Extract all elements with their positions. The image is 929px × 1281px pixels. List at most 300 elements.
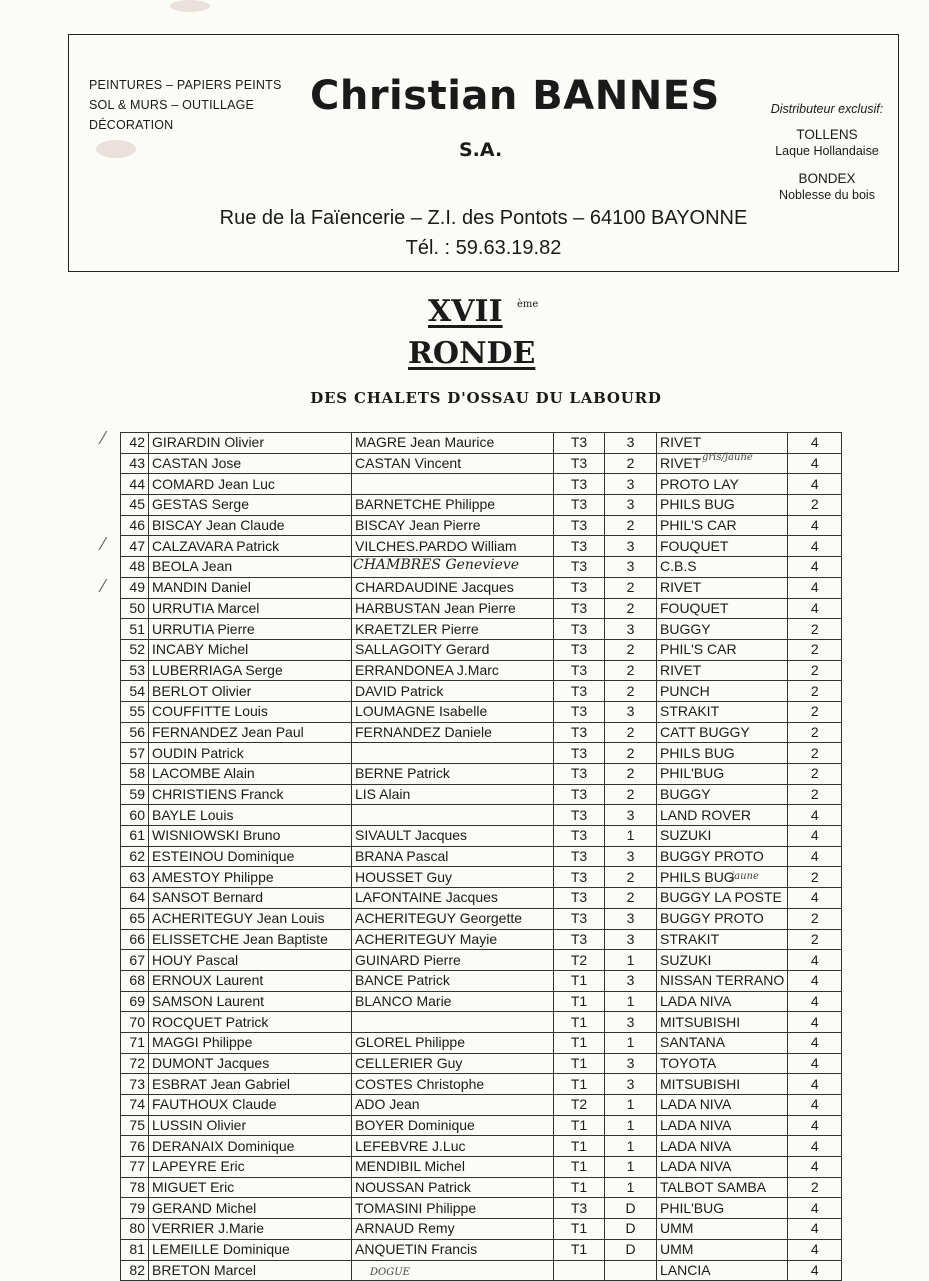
entry-number: 65	[121, 908, 149, 929]
driver-name: URRUTIA Pierre	[149, 619, 352, 640]
codriver-name: BISCAY Jean Pierre	[352, 515, 554, 536]
vehicle: BUGGY LA POSTE	[657, 888, 788, 909]
driver-name: ELISSETCHE Jean Baptiste	[149, 929, 352, 950]
category: T1	[554, 1177, 605, 1198]
vehicle: TOYOTA	[657, 1053, 788, 1074]
codriver-name: SALLAGOITY Gerard	[352, 639, 554, 660]
entry-number: 57	[121, 743, 149, 764]
vehicle: LADA NIVA	[657, 1115, 788, 1136]
driver-name: VERRIER J.Marie	[149, 1219, 352, 1240]
category: T1	[554, 1136, 605, 1157]
activity-line: PEINTURES – PAPIERS PEINTS	[89, 78, 282, 92]
address-block	[69, 203, 898, 263]
table-row	[121, 991, 842, 1012]
category: T3	[554, 433, 605, 454]
table-row	[121, 784, 842, 805]
category: T3	[554, 577, 605, 598]
codriver-name: COSTES Christophe	[352, 1074, 554, 1095]
table-row	[121, 826, 842, 847]
codriver-name: ADO Jean	[352, 1095, 554, 1116]
table-row	[121, 474, 842, 495]
points: 4	[788, 577, 842, 598]
driver-name: GERAND Michel	[149, 1198, 352, 1219]
class: 3	[605, 970, 657, 991]
entry-number: 60	[121, 805, 149, 826]
vehicle: UMM	[657, 1219, 788, 1240]
table-row	[121, 950, 842, 971]
codriver-name: ACHERITEGUY Mayie	[352, 929, 554, 950]
codriver-name: LIS Alain	[352, 784, 554, 805]
driver-name: GIRARDIN Olivier	[149, 433, 352, 454]
vehicle: LANCIA	[657, 1260, 788, 1281]
margin-tick: ⁄	[102, 534, 106, 554]
driver-name: LACOMBE Alain	[149, 764, 352, 785]
street-address: Rue de la Faïencerie – Z.I. des Pontots – 64100 BAYONNE	[219, 207, 748, 229]
driver-name: URRUTIA Marcel	[149, 598, 352, 619]
points: 4	[788, 1260, 842, 1281]
table-row	[121, 1012, 842, 1033]
vehicle: PHILS BUG	[657, 743, 788, 764]
category: T3	[554, 867, 605, 888]
driver-name: SAMSON Laurent	[149, 991, 352, 1012]
vehicle: LAND ROVER	[657, 805, 788, 826]
event-title: RONDE	[408, 336, 536, 371]
vehicle: PHILS BUG	[657, 867, 788, 888]
class: 1	[605, 1157, 657, 1178]
points: 4	[788, 1032, 842, 1053]
vehicle: RIVET	[657, 433, 788, 454]
table-row	[121, 495, 842, 516]
points: 4	[788, 1074, 842, 1095]
class: 1	[605, 826, 657, 847]
codriver-name: VILCHES.PARDO William	[352, 536, 554, 557]
vehicle: RIVET	[657, 660, 788, 681]
class: 2	[605, 681, 657, 702]
points: 2	[788, 722, 842, 743]
table-row	[121, 701, 842, 722]
entry-number: 82	[121, 1260, 149, 1281]
points: 4	[788, 991, 842, 1012]
entry-number: 74	[121, 1095, 149, 1116]
driver-name: CALZAVARA Patrick	[149, 536, 352, 557]
entry-number: 66	[121, 929, 149, 950]
points: 4	[788, 1157, 842, 1178]
class: 3	[605, 619, 657, 640]
entry-number: 58	[121, 764, 149, 785]
driver-name: MANDIN Daniel	[149, 577, 352, 598]
entry-number: 61	[121, 826, 149, 847]
driver-name: BEOLA Jean	[149, 557, 352, 578]
vehicle: BUGGY	[657, 784, 788, 805]
codriver-name: BERNE Patrick	[352, 764, 554, 785]
codriver-name: CHARDAUDINE Jacques	[352, 577, 554, 598]
vehicle: CATT BUGGY	[657, 722, 788, 743]
driver-name: AMESTOY Philippe	[149, 867, 352, 888]
category: T1	[554, 1239, 605, 1260]
entry-number: 43	[121, 453, 149, 474]
table-row	[121, 743, 842, 764]
class: 3	[605, 474, 657, 495]
points: 4	[788, 970, 842, 991]
table-row	[121, 1095, 842, 1116]
vehicle: RIVET	[657, 577, 788, 598]
codriver-name: CASTAN Vincent	[352, 453, 554, 474]
codriver-name: NOUSSAN Patrick	[352, 1177, 554, 1198]
points: 4	[788, 1219, 842, 1240]
vehicle: PHIL'BUG	[657, 764, 788, 785]
points: 4	[788, 846, 842, 867]
class: D	[605, 1239, 657, 1260]
distributor-label: Distributeur exclusif:	[770, 102, 884, 116]
points: 2	[788, 660, 842, 681]
table-row	[121, 639, 842, 660]
table-row	[121, 1136, 842, 1157]
entry-number: 45	[121, 495, 149, 516]
class: 2	[605, 577, 657, 598]
class: 2	[605, 784, 657, 805]
driver-name: MAGGI Philippe	[149, 1032, 352, 1053]
class: 3	[605, 908, 657, 929]
vehicle: SUZUKI	[657, 826, 788, 847]
points: 4	[788, 805, 842, 826]
table-row	[121, 722, 842, 743]
vehicle: LADA NIVA	[657, 1157, 788, 1178]
table-row	[121, 764, 842, 785]
category: T3	[554, 805, 605, 826]
category: T1	[554, 1032, 605, 1053]
points: 2	[788, 619, 842, 640]
codriver-name: LOUMAGNE Isabelle	[352, 701, 554, 722]
edition-suffix: ème	[517, 299, 539, 310]
points: 4	[788, 433, 842, 454]
entry-number: 50	[121, 598, 149, 619]
vehicle: LADA NIVA	[657, 1095, 788, 1116]
points: 2	[788, 764, 842, 785]
vehicle: BUGGY	[657, 619, 788, 640]
codriver-name: ACHERITEGUY Georgette	[352, 908, 554, 929]
table-row	[121, 1032, 842, 1053]
table-row	[121, 660, 842, 681]
driver-name: WISNIOWSKI Bruno	[149, 826, 352, 847]
table-row	[121, 846, 842, 867]
codriver-name: FERNANDEZ Daniele	[352, 722, 554, 743]
phone-number: Tél. : 59.63.19.82	[405, 237, 562, 259]
vehicle: PROTO LAY	[657, 474, 788, 495]
driver-name: ESTEINOU Dominique	[149, 846, 352, 867]
class: D	[605, 1219, 657, 1240]
class: D	[605, 1198, 657, 1219]
brand-tollens-desc: Laque Hollandaise	[775, 144, 879, 158]
points: 2	[788, 681, 842, 702]
vehicle: SANTANA	[657, 1032, 788, 1053]
codriver-name: BARNETCHE Philippe	[352, 495, 554, 516]
table-row	[121, 1260, 842, 1281]
class: 2	[605, 743, 657, 764]
driver-name: MIGUET Eric	[149, 1177, 352, 1198]
points: 4	[788, 888, 842, 909]
entry-number: 54	[121, 681, 149, 702]
table-row	[121, 1115, 842, 1136]
class: 1	[605, 1032, 657, 1053]
class: 1	[605, 1177, 657, 1198]
class: 3	[605, 805, 657, 826]
codriver-name	[352, 1012, 554, 1033]
points: 4	[788, 515, 842, 536]
entry-number: 73	[121, 1074, 149, 1095]
entry-number: 47	[121, 536, 149, 557]
vehicle: PHIL'S CAR	[657, 639, 788, 660]
table-row	[121, 1239, 842, 1260]
class: 3	[605, 929, 657, 950]
codriver-name: TOMASINI Philippe	[352, 1198, 554, 1219]
category: T1	[554, 1219, 605, 1240]
vehicle: PHIL'BUG	[657, 1198, 788, 1219]
class: 3	[605, 557, 657, 578]
codriver-name: GUINARD Pierre	[352, 950, 554, 971]
driver-name: COMARD Jean Luc	[149, 474, 352, 495]
table-row	[121, 1074, 842, 1095]
driver-name: GESTAS Serge	[149, 495, 352, 516]
category: T3	[554, 598, 605, 619]
codriver-name: CELLERIER Guy	[352, 1053, 554, 1074]
entry-number: 81	[121, 1239, 149, 1260]
driver-name: ERNOUX Laurent	[149, 970, 352, 991]
codriver-name: LEFEBVRE J.Luc	[352, 1136, 554, 1157]
entry-number: 69	[121, 991, 149, 1012]
class: 3	[605, 433, 657, 454]
entry-number: 72	[121, 1053, 149, 1074]
class: 2	[605, 888, 657, 909]
points: 2	[788, 701, 842, 722]
vehicle: FOUQUET	[657, 536, 788, 557]
entry-number: 70	[121, 1012, 149, 1033]
codriver-name: ARNAUD Remy	[352, 1219, 554, 1240]
points: 4	[788, 536, 842, 557]
entry-number: 78	[121, 1177, 149, 1198]
category: T3	[554, 495, 605, 516]
class: 3	[605, 1012, 657, 1033]
driver-name: ESBRAT Jean Gabriel	[149, 1074, 352, 1095]
class	[605, 1260, 657, 1281]
category: T3	[554, 722, 605, 743]
points: 2	[788, 784, 842, 805]
vehicle: MITSUBISHI	[657, 1074, 788, 1095]
class: 1	[605, 1095, 657, 1116]
entry-number: 75	[121, 1115, 149, 1136]
driver-name: ACHERITEGUY Jean Louis	[149, 908, 352, 929]
vehicle: BUGGY PROTO	[657, 908, 788, 929]
table-row	[121, 908, 842, 929]
vehicle: RIVET	[657, 453, 788, 474]
brand-bondex-desc: Noblesse du bois	[779, 188, 875, 202]
vehicle: MITSUBISHI	[657, 1012, 788, 1033]
entry-number: 68	[121, 970, 149, 991]
activity-line: SOL & MURS – OUTILLAGE	[89, 98, 255, 112]
entry-number: 53	[121, 660, 149, 681]
class: 2	[605, 764, 657, 785]
driver-name: BISCAY Jean Claude	[149, 515, 352, 536]
category: T3	[554, 536, 605, 557]
entry-number: 52	[121, 639, 149, 660]
points: 4	[788, 474, 842, 495]
points: 4	[788, 1136, 842, 1157]
distributor-block	[762, 101, 892, 204]
category: T3	[554, 557, 605, 578]
points: 4	[788, 1012, 842, 1033]
company-name: Christian BANNES	[310, 73, 720, 119]
category: T3	[554, 474, 605, 495]
table-row	[121, 1053, 842, 1074]
vehicle: C.B.S	[657, 557, 788, 578]
class: 3	[605, 1053, 657, 1074]
entry-number: 77	[121, 1157, 149, 1178]
vehicle: UMM	[657, 1239, 788, 1260]
vehicle: NISSAN TERRANO	[657, 970, 788, 991]
points: 2	[788, 1177, 842, 1198]
points: 4	[788, 453, 842, 474]
vehicle: FOUQUET	[657, 598, 788, 619]
driver-name: LAPEYRE Eric	[149, 1157, 352, 1178]
driver-name: ROCQUET Patrick	[149, 1012, 352, 1033]
category: T2	[554, 950, 605, 971]
entry-number: 64	[121, 888, 149, 909]
table-row	[121, 1198, 842, 1219]
points: 2	[788, 639, 842, 660]
entry-number: 59	[121, 784, 149, 805]
driver-name: COUFFITTE Louis	[149, 701, 352, 722]
category: T3	[554, 784, 605, 805]
codriver-name: KRAETZLER Pierre	[352, 619, 554, 640]
points: 4	[788, 1053, 842, 1074]
codriver-name: HOUSSET Guy	[352, 867, 554, 888]
points: 4	[788, 826, 842, 847]
category: T1	[554, 1157, 605, 1178]
event-subtitle: DES CHALETS D'OSSAU DU LABOURD	[310, 389, 662, 407]
category: T1	[554, 970, 605, 991]
class: 2	[605, 660, 657, 681]
driver-name: FAUTHOUX Claude	[149, 1095, 352, 1116]
vehicle: LADA NIVA	[657, 1136, 788, 1157]
table-row	[121, 681, 842, 702]
category: T3	[554, 681, 605, 702]
codriver-name: BLANCO Marie	[352, 991, 554, 1012]
category: T1	[554, 1115, 605, 1136]
codriver-name: HARBUSTAN Jean Pierre	[352, 598, 554, 619]
table-row	[121, 1157, 842, 1178]
category: T3	[554, 743, 605, 764]
brand-bondex: BONDEX	[798, 171, 856, 186]
points: 4	[788, 1239, 842, 1260]
class: 3	[605, 495, 657, 516]
driver-name: DUMONT Jacques	[149, 1053, 352, 1074]
table-row	[121, 515, 842, 536]
table-row	[121, 598, 842, 619]
points: 4	[788, 1095, 842, 1116]
codriver-name: BANCE Patrick	[352, 970, 554, 991]
codriver-name: LAFONTAINE Jacques	[352, 888, 554, 909]
margin-tick: ⁄	[102, 428, 106, 448]
points: 4	[788, 1115, 842, 1136]
codriver-name: SIVAULT Jacques	[352, 826, 554, 847]
category	[554, 1260, 605, 1281]
points: 4	[788, 950, 842, 971]
points: 4	[788, 598, 842, 619]
category: T3	[554, 453, 605, 474]
driver-name: BAYLE Louis	[149, 805, 352, 826]
category: T3	[554, 660, 605, 681]
paper-stain	[170, 0, 210, 12]
entry-number: 79	[121, 1198, 149, 1219]
points: 2	[788, 495, 842, 516]
category: T1	[554, 1074, 605, 1095]
entry-number: 44	[121, 474, 149, 495]
handwritten-note: jaune	[731, 871, 759, 882]
entry-number: 80	[121, 1219, 149, 1240]
table-row	[121, 433, 842, 454]
class: 3	[605, 846, 657, 867]
table-row	[121, 929, 842, 950]
vehicle: PHILS BUG	[657, 495, 788, 516]
entry-number: 42	[121, 433, 149, 454]
business-activities	[89, 75, 282, 135]
brand-tollens: TOLLENS	[796, 127, 858, 142]
driver-name: SANSOT Bernard	[149, 888, 352, 909]
entry-number: 56	[121, 722, 149, 743]
class: 2	[605, 639, 657, 660]
codriver-name: ERRANDONEA J.Marc	[352, 660, 554, 681]
table-row	[121, 888, 842, 909]
points: 4	[788, 1198, 842, 1219]
category: T3	[554, 701, 605, 722]
entry-number: 48	[121, 557, 149, 578]
class: 1	[605, 950, 657, 971]
entry-number: 55	[121, 701, 149, 722]
category: T3	[554, 515, 605, 536]
entry-number: 51	[121, 619, 149, 640]
margin-tick: ⁄	[102, 576, 106, 596]
table-row	[121, 1177, 842, 1198]
codriver-name: BOYER Dominique	[352, 1115, 554, 1136]
entry-number: 67	[121, 950, 149, 971]
letterhead	[68, 34, 899, 272]
driver-name: HOUY Pascal	[149, 950, 352, 971]
driver-name: BRETON Marcel	[149, 1260, 352, 1281]
entry-number: 62	[121, 846, 149, 867]
class: 3	[605, 536, 657, 557]
table-row	[121, 805, 842, 826]
class: 1	[605, 991, 657, 1012]
category: T3	[554, 639, 605, 660]
driver-name: LUBERRIAGA Serge	[149, 660, 352, 681]
edition-title: XVII	[428, 294, 503, 329]
driver-name: CHRISTIENS Franck	[149, 784, 352, 805]
driver-name: DERANAIX Dominique	[149, 1136, 352, 1157]
codriver-name: MAGRE Jean Maurice	[352, 433, 554, 454]
class: 2	[605, 453, 657, 474]
driver-name: LUSSIN Olivier	[149, 1115, 352, 1136]
class: 2	[605, 598, 657, 619]
class: 2	[605, 515, 657, 536]
vehicle: PUNCH	[657, 681, 788, 702]
class: 2	[605, 722, 657, 743]
driver-name: LEMEILLE Dominique	[149, 1239, 352, 1260]
handwritten-note: DOGUE	[370, 1267, 410, 1278]
driver-name: OUDIN Patrick	[149, 743, 352, 764]
codriver-name	[352, 474, 554, 495]
class: 2	[605, 867, 657, 888]
points: 2	[788, 743, 842, 764]
activity-line: DÉCORATION	[89, 118, 174, 132]
